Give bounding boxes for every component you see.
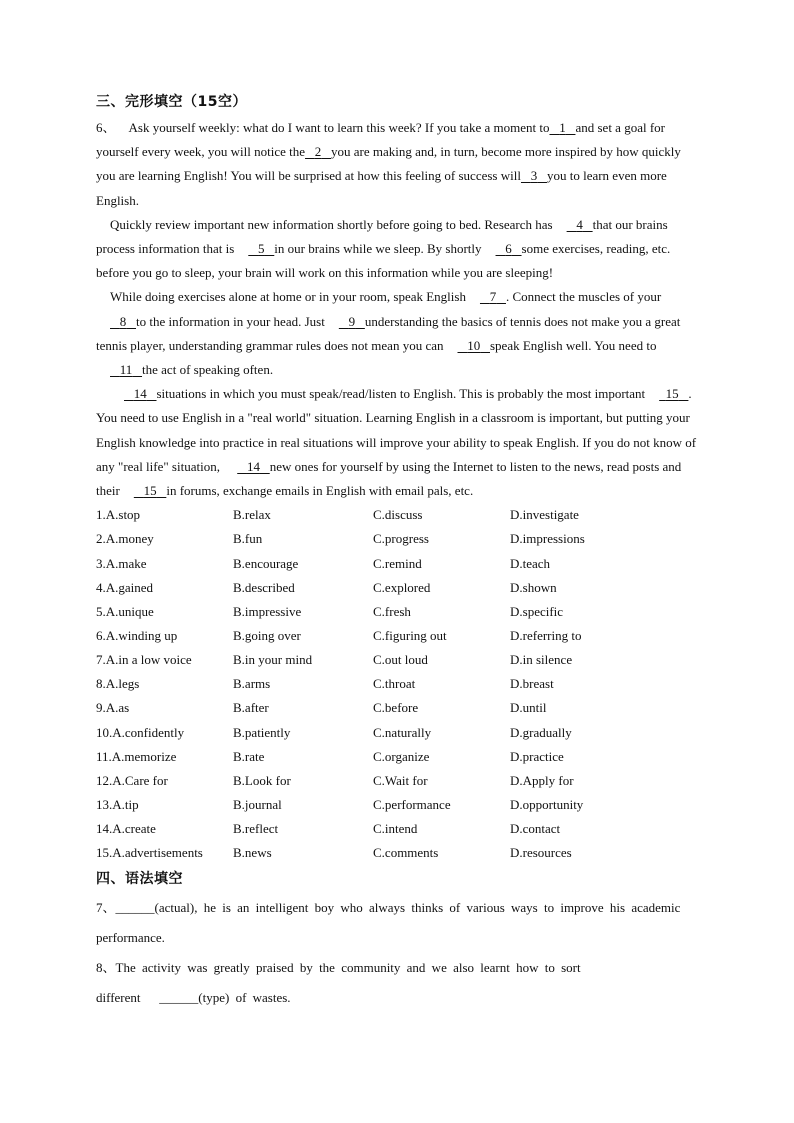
blank-9[interactable]: 9 <box>348 313 356 329</box>
section4-title: 四、语法填空 <box>96 871 183 888</box>
option-choice[interactable]: C.discuss <box>373 507 423 523</box>
passage-text: the act of speaking often. <box>142 362 274 378</box>
option-choice[interactable]: 3.A.make <box>96 555 147 571</box>
option-choice[interactable]: C.figuring out <box>373 627 447 643</box>
blank-1[interactable]: 1 <box>559 120 566 135</box>
option-choice[interactable]: 11.A.memorize <box>96 748 177 764</box>
option-choice[interactable]: 14.A.create <box>96 821 156 837</box>
option-choice[interactable]: B.going over <box>233 627 301 643</box>
exam-page <box>96 92 700 1013</box>
option-row <box>96 841 700 865</box>
blank-8[interactable]: 8 <box>119 313 127 329</box>
option-choice[interactable]: B.journal <box>233 796 282 812</box>
passage-text: Quickly review important new information shortly before going to bed. Research has <box>110 216 553 232</box>
option-choice[interactable]: B.rate <box>233 748 265 764</box>
option-choice[interactable]: 10.A.confidently <box>96 724 185 740</box>
passage-text: While doing exercises alone at home or in your room, speak English <box>110 289 466 305</box>
option-row <box>96 769 700 793</box>
blank-11[interactable]: 11 <box>119 362 133 378</box>
option-row <box>96 600 700 624</box>
fill-blank-7[interactable]: ______ <box>115 900 155 916</box>
option-choice[interactable]: D.until <box>510 700 547 716</box>
passage-text: understanding the basics of tennis does not make you a great tennis player, understanding grammar rules does not mean you can <box>96 313 681 353</box>
option-choice[interactable]: B.fun <box>233 531 263 547</box>
option-choice[interactable]: 6.A.winding up <box>96 627 178 643</box>
option-choice[interactable]: C.out loud <box>373 652 428 668</box>
option-choice[interactable]: C.comments <box>373 845 439 861</box>
option-choice[interactable]: B.news <box>233 845 272 861</box>
option-row <box>96 624 700 648</box>
option-choice[interactable]: C.before <box>373 700 419 716</box>
option-choice[interactable]: C.progress <box>373 531 429 547</box>
option-choice[interactable]: D.referring to <box>510 627 582 643</box>
option-choice[interactable]: 8.A.legs <box>96 676 140 692</box>
option-choice[interactable]: B.patiently <box>233 724 291 740</box>
passage-text: to the information in your head. Just <box>136 313 325 329</box>
option-row <box>96 696 700 720</box>
option-choice[interactable]: B.in your mind <box>233 652 313 668</box>
option-choice[interactable]: C.remind <box>373 555 422 571</box>
option-choice[interactable]: D.impressions <box>510 531 585 547</box>
option-choice[interactable]: B.impressive <box>233 603 302 619</box>
option-choice[interactable]: 12.A.Care for <box>96 772 168 788</box>
option-choice[interactable]: D.investigate <box>510 507 579 523</box>
option-choice[interactable]: D.specific <box>510 603 564 619</box>
passage-text: that our brains process information that is <box>96 216 668 257</box>
blank-14[interactable]: 14 <box>133 386 147 402</box>
option-choice[interactable]: D.teach <box>510 555 551 571</box>
option-choice[interactable]: C.organize <box>373 748 430 764</box>
option-choice[interactable]: D.resources <box>510 845 572 861</box>
option-choice[interactable]: C.Wait for <box>373 772 428 788</box>
question-number: 8、 <box>96 960 116 976</box>
option-choice[interactable]: 2.A.money <box>96 531 154 547</box>
blank-10[interactable]: 10 <box>467 337 481 353</box>
option-choice[interactable]: 13.A.tip <box>96 796 139 812</box>
option-choice[interactable]: B.reflect <box>233 821 279 837</box>
option-choice[interactable]: B.described <box>233 579 295 595</box>
option-choice[interactable]: B.arms <box>233 676 271 692</box>
option-choice[interactable]: D.contact <box>510 821 561 837</box>
paragraph-4 <box>96 382 700 503</box>
passage-text: new ones for yourself by using the Internet to listen to the news, read posts and their <box>96 458 682 499</box>
option-choice[interactable]: D.breast <box>510 676 554 692</box>
option-choice[interactable]: 9.A.as <box>96 700 130 716</box>
passage-text: some exercises, reading, etc. before you go to sleep, your brain will work on this information while you are sleeping! <box>96 241 671 281</box>
option-choice[interactable]: D.in silence <box>510 652 573 668</box>
option-choice[interactable]: 1.A.stop <box>96 507 141 523</box>
option-choice[interactable]: B.relax <box>233 507 271 523</box>
question-7 <box>96 893 700 953</box>
section3-title: 三、完形填空（15空） <box>96 94 247 110</box>
option-choice[interactable]: D.opportunity <box>510 796 584 812</box>
question-number: 7、 <box>96 900 116 916</box>
passage-text: and set a goal for yourself every week, you will notice the <box>96 120 665 160</box>
option-choice[interactable]: B.encourage <box>233 555 299 571</box>
option-row <box>96 648 700 672</box>
option-choice[interactable]: C.intend <box>373 821 418 837</box>
blank-15-repeat[interactable]: 15 <box>143 483 157 499</box>
blank-14-repeat[interactable]: 14 <box>246 458 260 474</box>
option-choice[interactable]: C.performance <box>373 796 451 812</box>
question-8 <box>96 953 700 1013</box>
passage-text: . Connect the muscles of your <box>505 289 662 305</box>
passage-text: in forums, exchange emails in English with email pals, etc. <box>166 483 474 499</box>
option-choice[interactable]: C.throat <box>373 676 416 692</box>
question-number: 6、 <box>96 120 116 135</box>
option-choice[interactable]: D.practice <box>510 748 564 764</box>
option-choice[interactable]: D.Apply for <box>510 772 574 788</box>
fill-blank-8[interactable]: ______ <box>159 990 199 1006</box>
paragraph-2 <box>96 213 700 286</box>
option-row <box>96 745 700 769</box>
option-row <box>96 503 700 527</box>
passage-text: you to learn even more English. <box>96 168 667 208</box>
option-choice[interactable]: C.fresh <box>373 603 411 619</box>
question-text: The activity was greatly praised by the community and we also learnt how to sort different <box>96 960 581 1006</box>
option-choice[interactable]: C.explored <box>373 579 431 595</box>
blank-6[interactable]: 6 <box>505 241 512 257</box>
option-row <box>96 793 700 817</box>
option-choice[interactable]: 15.A.advertisements <box>96 845 203 861</box>
paragraph-1 <box>96 116 700 213</box>
option-choice[interactable]: D.shown <box>510 579 557 595</box>
option-choice[interactable]: D.gradually <box>510 724 572 740</box>
option-choice[interactable]: B.after <box>233 700 269 716</box>
option-choice[interactable]: 7.A.in a low voice <box>96 652 192 668</box>
blank-7[interactable]: 7 <box>489 289 497 305</box>
option-row <box>96 721 700 745</box>
option-choice[interactable]: C.naturally <box>373 724 432 740</box>
blank-5[interactable]: 5 <box>258 241 265 257</box>
option-row <box>96 672 700 696</box>
passage-text: . You need to use English in a "real world" situation. Learning English in a classroom is important, but putting your English knowledge into practice in real situations will improve your ability to speak English. If you do not know of any "real life" situation, <box>96 386 697 474</box>
option-choice[interactable]: 4.A.gained <box>96 579 154 595</box>
passage-text: situations in which you must speak/read/listen to English. This is probably the most important <box>156 386 646 402</box>
passage-text: you are making and, in turn, become more inspired by how quickly you are learning English! You will be surprised at how this feeling of success will <box>96 144 681 184</box>
question-text: (type) of wastes. <box>198 990 291 1006</box>
passage-text: speak English well. You need to <box>490 337 657 353</box>
passage-text: Ask yourself weekly: what do I want to learn this week? If you take a moment to <box>128 120 550 135</box>
blank-4[interactable]: 4 <box>576 216 583 232</box>
option-choice[interactable]: 5.A.unique <box>96 603 154 619</box>
option-row <box>96 527 700 551</box>
question-text: (actual), he is an intelligent boy who always thinks of various ways to improve his academic performance. <box>96 900 681 946</box>
answer-options-table <box>96 503 700 865</box>
blank-15[interactable]: 15 <box>665 386 679 402</box>
option-choice[interactable]: B.Look for <box>233 772 291 788</box>
paragraph-3 <box>96 285 700 382</box>
passage-text: in our brains while we sleep. By shortly <box>274 241 482 257</box>
option-row <box>96 817 700 841</box>
blank-3[interactable]: 3 <box>530 168 538 184</box>
blank-2[interactable]: 2 <box>314 144 322 160</box>
cloze-passage <box>96 116 700 503</box>
option-row <box>96 576 700 600</box>
option-row <box>96 552 700 576</box>
